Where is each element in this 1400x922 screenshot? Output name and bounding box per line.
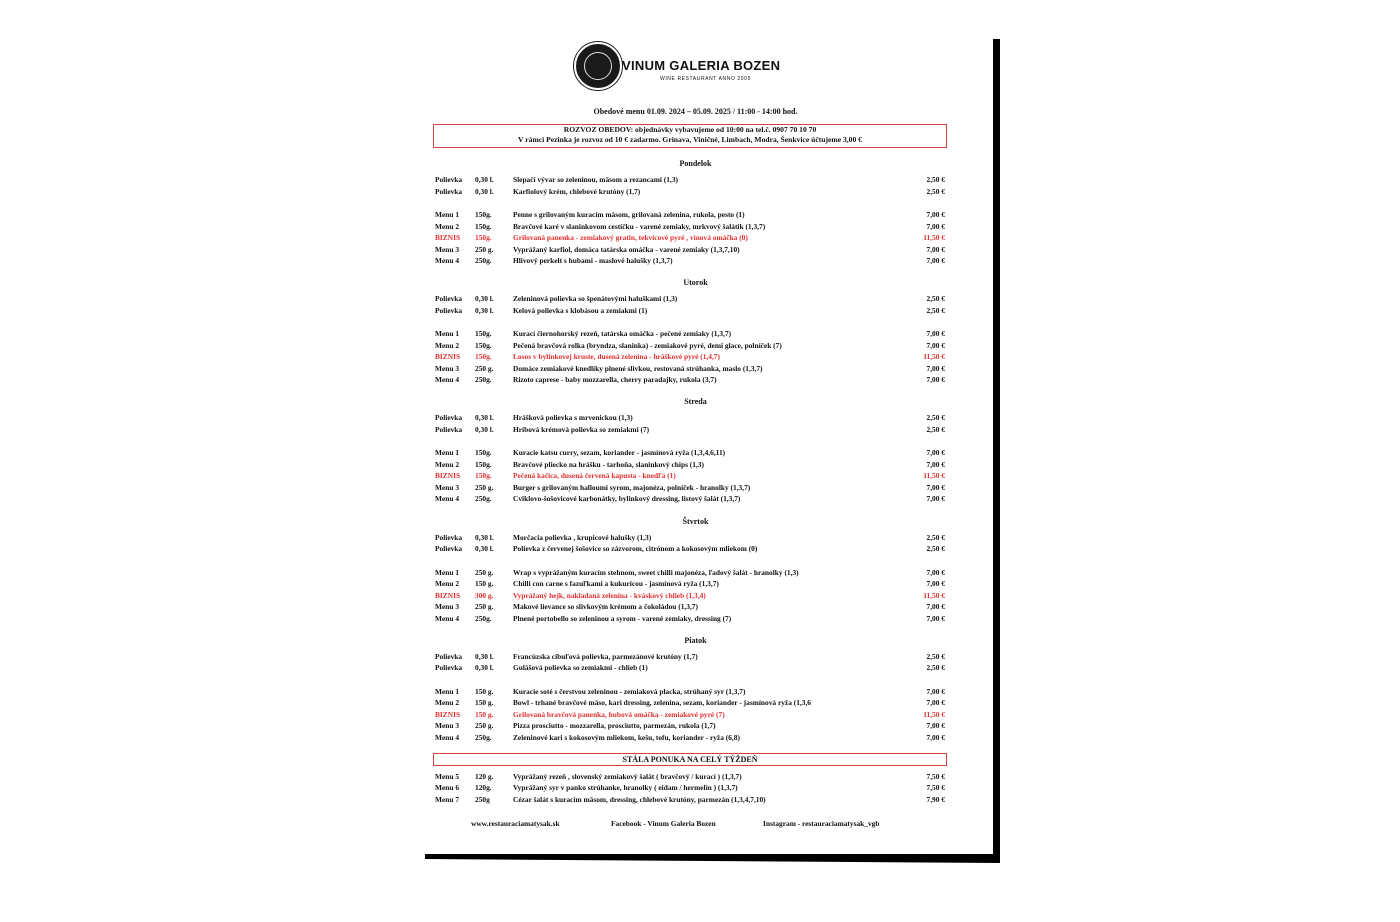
day-title: Streda xyxy=(684,397,707,407)
portion-size: 120 g. xyxy=(475,772,494,781)
price: 7,00 € xyxy=(926,732,945,742)
menu-label: Menu 1 xyxy=(435,210,460,219)
menu-label: Menu 2 xyxy=(435,459,460,469)
menu-row xyxy=(435,256,945,267)
footer-website[interactable]: www.restauraciamatysak.sk xyxy=(471,819,560,828)
dish-description: Cviklovo-šošovicové karbonátky, bylinkový dressing, listový šalát (1,3,7) xyxy=(513,494,741,504)
portion-size: 250g. xyxy=(475,256,492,265)
price: 2,50 € xyxy=(926,424,945,434)
menu-row xyxy=(435,698,945,709)
price: 2,50 € xyxy=(926,532,945,542)
price: 11,50 € xyxy=(923,709,945,719)
menu-label: Menu 4 xyxy=(435,375,460,385)
menu-row xyxy=(435,210,945,221)
menu-label: BIZNIS xyxy=(435,709,461,719)
price: 2,50 € xyxy=(926,175,945,184)
menu-label: Polievka xyxy=(435,294,463,304)
portion-size: 150 g. xyxy=(475,686,494,696)
dish-description: Grilovaná bravčová panenka, hubová omáčka - zemiakové pyré (7) xyxy=(513,709,725,719)
price: 7,00 € xyxy=(926,459,945,469)
menu-row xyxy=(435,687,945,698)
day-title: Piatok xyxy=(684,635,707,645)
price: 7,00 € xyxy=(926,244,945,254)
day-title: Štvrtok xyxy=(682,516,709,526)
portion-size: 150g. xyxy=(475,329,492,339)
portion-size: 120g. xyxy=(475,783,492,793)
dish-description: Hrášková polievka s mrvenickou (1,3) xyxy=(513,413,633,423)
menu-period: Obedové menu 01.09. 2024 – 05.09. 2025 / 11:00 - 14:00 hod. xyxy=(593,107,798,116)
portion-size: 300 g. xyxy=(475,590,494,600)
menu-label: Menu 3 xyxy=(435,721,460,731)
dish-description: Zeleninové kari s kokosovým mliekom, kešu, tofu, koriander - ryža (6,8) xyxy=(513,732,740,742)
portion-size: 0,30 l. xyxy=(475,186,494,196)
dish-description: Cézar šalát s kuracím mäsom, dressing, chlebové krutóny, parmezán (1,3,4,7,10) xyxy=(513,794,766,804)
price: 7,00 € xyxy=(926,494,945,504)
menu-row xyxy=(435,448,945,459)
footer-facebook[interactable]: Facebook - Vinum Galeria Bozen xyxy=(611,819,716,828)
portion-size: 250 g. xyxy=(475,602,494,612)
delivery-line-2: V rámci Pezinka je rozvoz od 10 € zadarmo. Grinava, Viničné, Limbach, Modra, Šenkvice účtujeme 3,00 € xyxy=(518,135,862,144)
price: 2,50 € xyxy=(926,186,945,196)
portion-size: 250g. xyxy=(475,494,492,504)
menu-label: Polievka xyxy=(435,175,463,184)
portion-size: 150 g. xyxy=(475,709,494,719)
brand-logo xyxy=(574,42,794,88)
menu-row xyxy=(435,413,945,424)
price: 11,50 € xyxy=(923,233,945,242)
menu-label: Menu 5 xyxy=(435,772,460,781)
menu-row xyxy=(435,783,945,794)
brand-tagline: WINE RESTAURANT ANNO 2005 xyxy=(660,76,751,82)
dish-description: Bravčové pliecko na hrášku - tarhoňa, slaninkový chips (1,3) xyxy=(513,459,704,469)
menu-label: Menu 6 xyxy=(435,783,460,793)
price: 7,00 € xyxy=(926,482,945,492)
dish-description: Vyprážaný hejk, nakladaná zelenina - kváskový chlieb (1,3,4) xyxy=(513,590,706,600)
dish-description: Domáce zemiakové knedlíky plnené slivkou, restovaná strúhanka, maslo (1,3,7) xyxy=(513,363,763,373)
price: 2,50 € xyxy=(926,663,945,673)
portion-size: 0,30 l. xyxy=(475,424,494,434)
dish-description: Bowl - trhané bravčové mäso, kari dressing, zelenina, sezam, koriander - jasmínová ryža (1,3,6 xyxy=(513,698,811,708)
menu-row xyxy=(435,795,945,806)
portion-size: 0,30 l. xyxy=(475,413,494,423)
menu-label: Polievka xyxy=(435,544,463,554)
menu-row xyxy=(435,306,945,317)
dish-description: Kuracie soté s čerstvou zeleninou - zemiaková placka, strúhaný syr (1,3,7) xyxy=(513,686,746,696)
portion-size: 150g. xyxy=(475,221,492,231)
dish-description: Penne s grilovaným kuracím mäsom, grilovaná zelenina, rukola, pesto (1) xyxy=(513,210,745,219)
standing-offer-title: STÁLA PONUKA NA CELÝ TÝŽDEŇ xyxy=(433,753,947,766)
portion-size: 0,30 l. xyxy=(475,663,494,673)
menu-label: Menu 1 xyxy=(435,329,460,339)
menu-label: Menu 4 xyxy=(435,256,460,265)
dish-description: Gulášová polievka so zemiakmi - chlieb (1) xyxy=(513,663,648,673)
price: 2,50 € xyxy=(926,544,945,554)
price: 2,50 € xyxy=(926,294,945,304)
price: 7,00 € xyxy=(926,613,945,623)
menu-row xyxy=(435,460,945,471)
menu-label: Menu 2 xyxy=(435,698,460,708)
menu-page xyxy=(418,30,993,854)
dish-description: Makové lievance so slivkovým krémom a čokoládou (1,3,7) xyxy=(513,602,698,612)
portion-size: 150g. xyxy=(475,471,492,481)
menu-row xyxy=(435,602,945,613)
portion-size: 0,30 l. xyxy=(475,532,494,542)
menu-row xyxy=(435,614,945,625)
price: 7,90 € xyxy=(926,794,945,804)
dish-description: Vyprážaný rezeň , slovenský zemiakový šalát ( bravčový / kurací ) (1,3,7) xyxy=(513,772,742,781)
menu-row xyxy=(435,187,945,198)
menu-label: Menu 1 xyxy=(435,686,460,696)
menu-label: Menu 4 xyxy=(435,613,460,623)
menu-row xyxy=(435,245,945,256)
day-title: Utorok xyxy=(683,278,708,288)
price: 7,00 € xyxy=(926,579,945,589)
portion-size: 150g. xyxy=(475,233,492,242)
menu-label: BIZNIS xyxy=(435,233,461,242)
portion-size: 0,30 l. xyxy=(475,544,494,554)
price: 2,50 € xyxy=(926,305,945,315)
dish-description: Polievka z červenej šošovice so zázvorom, citrónom a kokosovým mliekom (0) xyxy=(513,544,758,554)
portion-size: 0,30 l. xyxy=(475,651,494,661)
portion-size: 250 g. xyxy=(475,567,494,577)
dish-description: Grilovaná panenka - zemiakový gratin, tekvicové pyré , vínová omáčka (0) xyxy=(513,233,748,242)
menu-label: Menu 3 xyxy=(435,363,460,373)
dish-description: Wrap s vyprážaným kuracím stehnom, sweet chilli majonéza, ľadový šalát - hranolky (1,3) xyxy=(513,567,799,577)
portion-size: 0,30 l. xyxy=(475,294,494,304)
menu-row xyxy=(435,663,945,674)
footer-instagram[interactable]: Instagram - restauraciamatysak_vgb xyxy=(763,819,880,828)
dish-description: Burger s grilovaným halloumi syrom, majonéza, polníček - hranolky (1,3,7) xyxy=(513,482,751,492)
menu-label: Menu 7 xyxy=(435,794,460,804)
menu-label: Menu 3 xyxy=(435,482,460,492)
delivery-line-1: ROZVOZ OBEDOV: objednávky vybavujeme od 10:00 na tel.č. 0907 70 10 70 xyxy=(563,125,817,134)
portion-size: 150g. xyxy=(475,448,492,458)
price: 2,50 € xyxy=(926,413,945,423)
menu-label: Polievka xyxy=(435,424,463,434)
dish-description: Kurací čiernohorský rezeň, tatárska omáčka - pečené zemiaky (1,3,7) xyxy=(513,329,732,339)
price: 11,50 € xyxy=(923,352,945,362)
menu-label: Polievka xyxy=(435,651,463,661)
price: 7,50 € xyxy=(926,772,945,781)
portion-size: 150 g. xyxy=(475,579,494,589)
day-title: Pondelok xyxy=(679,159,712,168)
dish-description: Bravčové karé v slaninkovom cestíčku - varené zemiaky, mrkvový šalátik (1,3,7) xyxy=(513,221,766,231)
menu-row xyxy=(435,329,945,340)
menu-label: Menu 2 xyxy=(435,221,460,231)
menu-label: Polievka xyxy=(435,413,463,423)
menu-row xyxy=(435,568,945,579)
portion-size: 250 g. xyxy=(475,363,494,373)
dish-description: Pizza prosciutto - mozzarella, prosciutto, parmezán, rukola (1,7) xyxy=(513,721,716,731)
menu-row xyxy=(435,772,945,783)
menu-label: BIZNIS xyxy=(435,352,461,362)
menu-row xyxy=(435,375,945,386)
portion-size: 150g. xyxy=(475,352,492,362)
price: 7,00 € xyxy=(926,698,945,708)
menu-label: BIZNIS xyxy=(435,471,461,481)
menu-row xyxy=(435,721,945,732)
dish-description: Kelová polievka s klobásou a zemiakmi (1) xyxy=(513,305,648,315)
menu-row xyxy=(435,533,945,544)
price: 7,00 € xyxy=(926,340,945,350)
price: 7,00 € xyxy=(926,363,945,373)
price: 11,50 € xyxy=(923,471,945,481)
portion-size: 250 g. xyxy=(475,482,494,492)
portion-size: 250g xyxy=(475,794,490,804)
portion-size: 250 g. xyxy=(475,244,494,254)
portion-size: 250g. xyxy=(475,375,492,385)
menu-row xyxy=(435,222,945,233)
menu-row xyxy=(435,544,945,555)
menu-label: Menu 3 xyxy=(435,602,460,612)
dish-description: Vyprážaný syr v panko strúhanke, hranolky ( eidam / hermelín ) (1,3,7) xyxy=(513,783,738,793)
dish-description: Losos v bylinkovej kruste, dusená zelenina - hráškové pyré (1,4,7) xyxy=(513,352,720,362)
dish-description: Hlivový perkelt s hubami - maslové halušky (1,3,7) xyxy=(513,256,673,265)
price: 11,50 € xyxy=(923,590,945,600)
menu-label: Menu 4 xyxy=(435,732,460,742)
price: 7,00 € xyxy=(926,448,945,458)
menu-label: Menu 1 xyxy=(435,448,460,458)
dish-description: Vyprážaný karfiol, domáca tatárska omáčka - varené zemiaky (1,3,7,10) xyxy=(513,244,740,254)
portion-size: 150 g. xyxy=(475,698,494,708)
dish-description: Chilli con carne s fazuľkami a kukuricou - jasmínová ryža (1,3,7) xyxy=(513,579,719,589)
menu-row xyxy=(435,483,945,494)
portion-size: 0,30 l. xyxy=(475,305,494,315)
menu-row xyxy=(435,175,945,186)
dish-description: Rizoto caprese - baby mozzarella, cherry paradajky, rukola (3,7) xyxy=(513,375,717,385)
price: 2,50 € xyxy=(926,651,945,661)
portion-size: 150g. xyxy=(475,459,492,469)
price: 7,00 € xyxy=(926,567,945,577)
menu-row xyxy=(435,341,945,352)
menu-row xyxy=(435,591,945,602)
dish-description: Pečená kačica, dusená červená kapusta - knedľa (1) xyxy=(513,471,676,481)
menu-label: BIZNIS xyxy=(435,590,461,600)
menu-row xyxy=(435,364,945,375)
price: 7,00 € xyxy=(926,721,945,731)
price: 7,50 € xyxy=(926,783,945,793)
menu-row xyxy=(435,352,945,363)
dish-description: Morčacia polievka , krupicové halušky (1,3) xyxy=(513,532,652,542)
menu-row xyxy=(435,425,945,436)
portion-size: 250g. xyxy=(475,732,492,742)
price: 7,00 € xyxy=(926,686,945,696)
menu-row xyxy=(435,579,945,590)
dish-description: Hríbová krémová polievka so zemiakmi (7) xyxy=(513,424,650,434)
menu-row xyxy=(435,733,945,744)
menu-row xyxy=(435,710,945,721)
price: 7,00 € xyxy=(926,375,945,385)
dish-description: Karfiolový krém, chlebové krutóny (1,7) xyxy=(513,186,641,196)
dish-description: Plnené portobello so zeleninou a syrom - varené zemiaky, dressing (7) xyxy=(513,613,732,623)
price: 7,00 € xyxy=(926,221,945,231)
menu-row xyxy=(435,471,945,482)
crest-icon xyxy=(574,42,622,90)
brand-name: VINUM GALERIA BOZEN xyxy=(622,58,781,73)
menu-label: Polievka xyxy=(435,186,463,196)
delivery-box xyxy=(433,124,947,148)
menu-label: Menu 4 xyxy=(435,494,460,504)
price: 7,00 € xyxy=(926,256,945,265)
menu-label: Menu 1 xyxy=(435,567,460,577)
dish-description: Francúzska cibuľová polievka, parmezánové krutóny (1,7) xyxy=(513,651,698,661)
portion-size: 150g. xyxy=(475,210,492,219)
menu-label: Menu 2 xyxy=(435,340,460,350)
menu-label: Polievka xyxy=(435,305,463,315)
portion-size: 0,30 l. xyxy=(475,175,494,184)
price: 7,00 € xyxy=(926,329,945,339)
menu-label: Polievka xyxy=(435,663,463,673)
menu-row xyxy=(435,652,945,663)
portion-size: 250 g. xyxy=(475,721,494,731)
portion-size: 250g. xyxy=(475,613,492,623)
menu-label: Polievka xyxy=(435,532,463,542)
dish-description: Slepačí vývar so zeleninou, mäsom a rezancami (1,3) xyxy=(513,175,678,184)
portion-size: 150g. xyxy=(475,340,492,350)
dish-description: Pečená bravčová rolka (bryndza, slaninka) - zemiakové pyré, demi glace, polníček (7) xyxy=(513,340,782,350)
dish-description: Kuracie katsu curry, sezam, koriander - jasmínová ryža (1,3,4,6,11) xyxy=(513,448,726,458)
menu-row xyxy=(435,233,945,244)
menu-label: Menu 2 xyxy=(435,579,460,589)
price: 7,00 € xyxy=(926,210,945,219)
menu-row xyxy=(435,294,945,305)
price: 7,00 € xyxy=(926,602,945,612)
menu-label: Menu 3 xyxy=(435,244,460,254)
dish-description: Zeleninová polievka so špenátovými haluškami (1,3) xyxy=(513,294,678,304)
menu-row xyxy=(435,494,945,505)
